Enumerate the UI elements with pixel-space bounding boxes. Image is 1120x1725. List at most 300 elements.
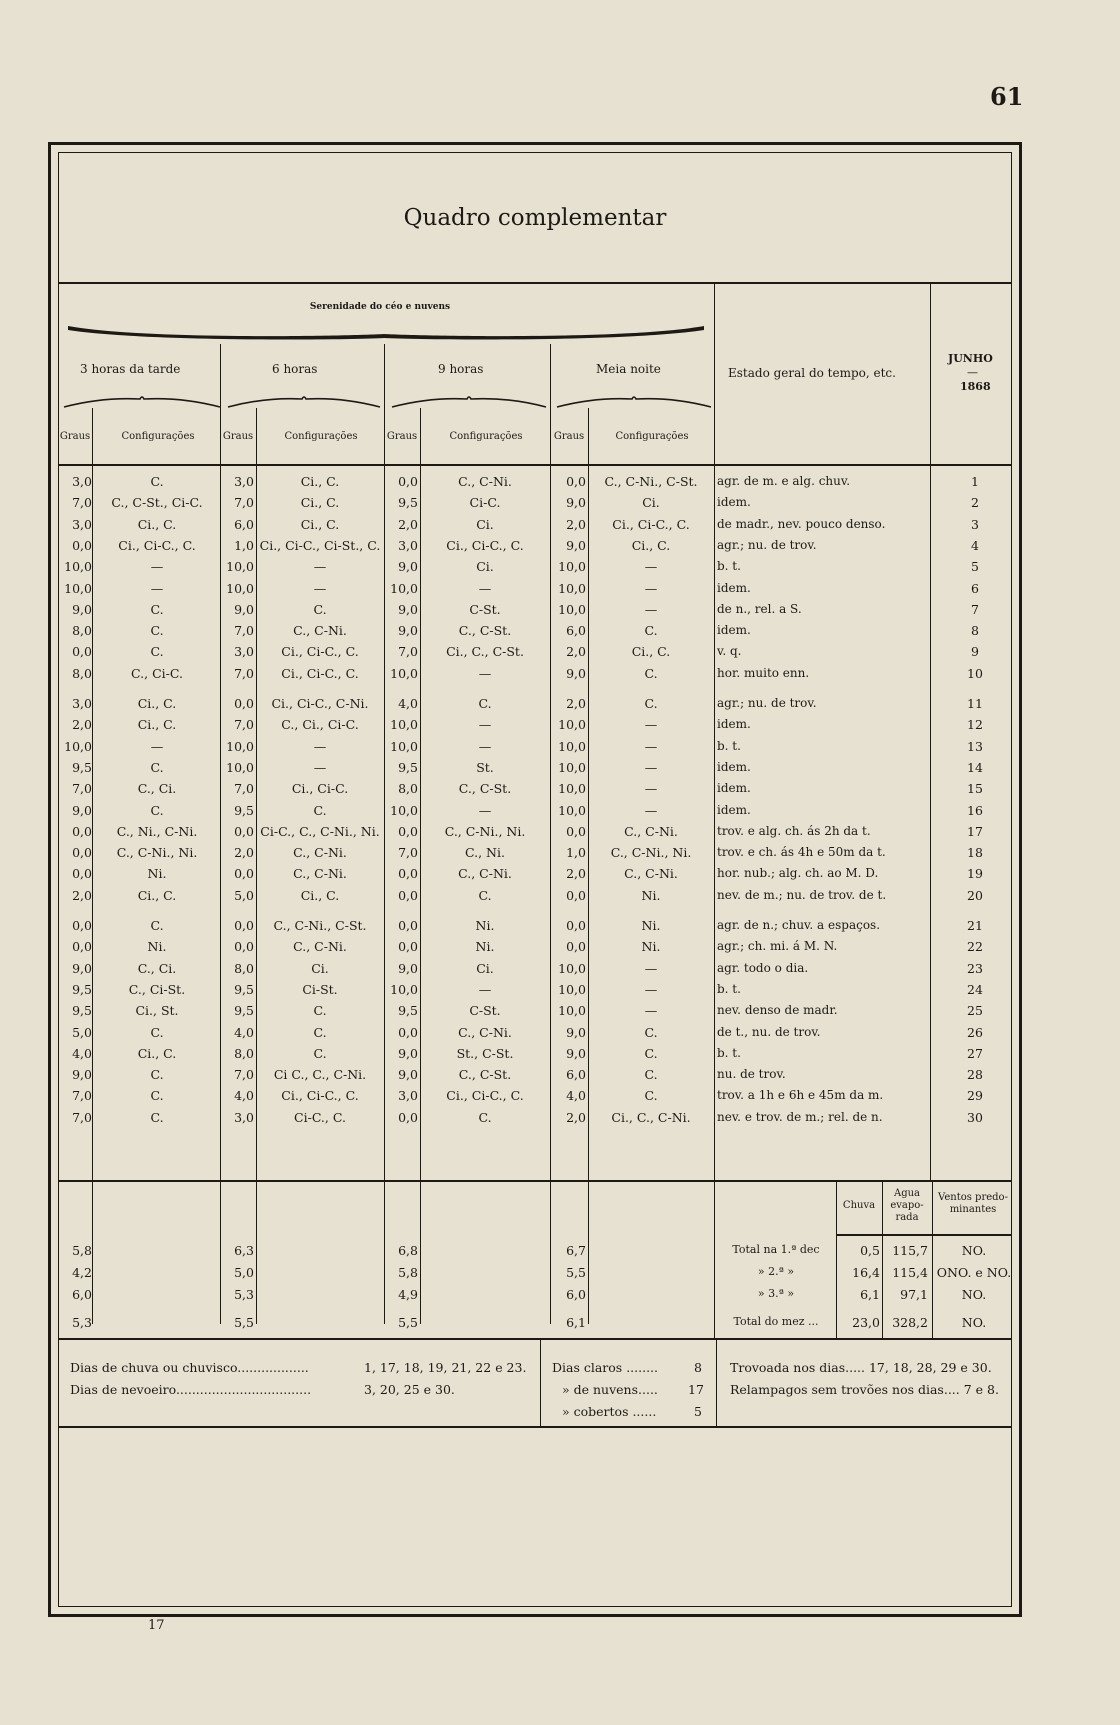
table-row: [0, 644, 1120, 665]
day-number: 26: [967, 1024, 983, 1040]
graus-3h: 9,0: [72, 601, 92, 617]
conf-3h: C.: [150, 1067, 164, 1083]
graus-6h: 3,0: [234, 474, 254, 489]
table-row: [0, 1110, 1120, 1131]
day-number: 21: [967, 918, 983, 933]
day-number: 3: [971, 516, 979, 532]
table-row: [0, 1088, 1120, 1109]
graus-6h: 3,0: [234, 1109, 254, 1125]
conf-6h: —: [313, 759, 327, 775]
graus-3h: 3,0: [72, 474, 92, 489]
estado-geral: hor. muito enn.: [717, 665, 810, 680]
graus-3h: 7,0: [72, 1109, 92, 1125]
graus-3h: 2,0: [72, 887, 92, 903]
conf-3h: Ni.: [147, 866, 167, 882]
conf-mn: Ni.: [641, 939, 661, 955]
conf-9h: C., C-Ni.: [458, 866, 512, 882]
conf-mn: C., C-Ni.: [624, 823, 678, 839]
graus-mn: 10,0: [558, 559, 586, 575]
footer-nevoeiro-label: Dias de nevoeiro..................................: [70, 1382, 312, 1397]
conf-9h: Ni.: [475, 939, 495, 955]
total-chuva: 6,1: [860, 1287, 880, 1302]
estado-geral: hor. nub.; alg. ch. ao M. D.: [717, 866, 879, 881]
conf-6h: C.: [313, 1024, 327, 1040]
table-row: [0, 781, 1120, 802]
day-number: 22: [967, 939, 983, 955]
graus-6h: 5,0: [234, 887, 254, 903]
table-title: Quadro complementar: [403, 205, 667, 231]
conf-6h: C., Ci., Ci-C.: [281, 717, 359, 733]
graus-mn: 2,0: [566, 696, 586, 711]
graus-mn: 0,0: [566, 939, 586, 955]
conf-3h: Ni.: [147, 939, 167, 955]
graus-mn: 6,0: [566, 1067, 586, 1083]
conf-6h: Ci., Ci-C., C.: [281, 665, 359, 681]
agua-header: Agua evapo- rada: [890, 1188, 924, 1223]
graus-3h: 7,0: [72, 1088, 92, 1104]
conf-header: Configurações: [121, 431, 195, 442]
graus-3h: 9,0: [72, 1067, 92, 1083]
conf-3h: —: [150, 580, 164, 596]
chuva-header: Chuva: [842, 1200, 876, 1211]
mean-value: 5,8: [72, 1243, 92, 1258]
conf-3h: —: [150, 738, 164, 754]
conf-mn: Ci., C., C-Ni.: [611, 1109, 691, 1125]
conf-9h: C., C-St.: [458, 623, 512, 639]
table-row: [0, 803, 1120, 824]
subheader-rule: [58, 464, 1012, 466]
conf-mn: —: [644, 601, 658, 617]
table-row: [0, 538, 1120, 559]
table-row: [0, 739, 1120, 760]
period-brace: [226, 395, 382, 409]
conf-mn: —: [644, 759, 658, 775]
graus-3h: 0,0: [72, 918, 92, 933]
conf-3h: C.: [150, 1024, 164, 1040]
graus-mn: 9,0: [566, 537, 586, 553]
conf-6h: C., C-Ni., C-St.: [273, 918, 367, 933]
graus-9h: 9,5: [398, 1003, 418, 1019]
graus-6h: 7,0: [234, 665, 254, 681]
table-row: [0, 824, 1120, 845]
table-row: [0, 1046, 1120, 1067]
graus-mn: 10,0: [558, 738, 586, 754]
conf-9h: C., C-Ni., Ni.: [444, 823, 526, 839]
graus-mn: 0,0: [566, 823, 586, 839]
graus-mn: 10,0: [558, 1003, 586, 1019]
summary-rule: [836, 1234, 1012, 1236]
conf-9h: Ci., Ci-C., C.: [446, 537, 524, 553]
graus-6h: 9,5: [234, 981, 254, 997]
graus-3h: 10,0: [64, 580, 92, 596]
mean-value: 5,3: [72, 1315, 92, 1330]
graus-9h: 9,0: [398, 1045, 418, 1061]
conf-9h: Ci.: [476, 960, 494, 976]
conf-mn: C., C-Ni., Ni.: [610, 845, 692, 861]
conf-mn: C.: [644, 1088, 658, 1104]
graus-6h: 9,5: [234, 802, 254, 818]
graus-6h: 7,0: [234, 1067, 254, 1083]
conf-6h: Ci., Ci-C., C.: [281, 1088, 359, 1104]
graus-6h: 10,0: [226, 759, 254, 775]
day-number: 11: [967, 696, 983, 711]
graus-6h: 4,0: [234, 1024, 254, 1040]
graus-3h: 9,5: [72, 1003, 92, 1019]
graus-3h: 9,0: [72, 960, 92, 976]
graus-6h: 10,0: [226, 559, 254, 575]
day-number: 18: [967, 845, 983, 861]
conf-3h: C., C-St., Ci-C.: [111, 495, 203, 511]
mean-value: 5,8: [398, 1265, 418, 1280]
graus-mn: 0,0: [566, 918, 586, 933]
total-ventos: NO.: [961, 1287, 987, 1302]
graus-mn: 9,0: [566, 495, 586, 511]
day-number: 15: [967, 781, 983, 797]
conf-mn: Ni.: [641, 918, 661, 933]
estado-geral: v. q.: [717, 644, 742, 659]
day-number: 29: [967, 1088, 983, 1104]
estado-geral: de n., rel. a S.: [717, 601, 802, 616]
table-row: [0, 866, 1120, 887]
mean-value: 5,0: [234, 1265, 254, 1280]
graus-mn: 9,0: [566, 1045, 586, 1061]
graus-3h: 0,0: [72, 644, 92, 660]
day-number: 20: [967, 887, 983, 903]
conf-mn: Ni.: [641, 887, 661, 903]
graus-3h: 5,0: [72, 1024, 92, 1040]
table-row: [0, 760, 1120, 781]
conf-6h: —: [313, 738, 327, 754]
day-number: 24: [967, 981, 983, 997]
estado-geral: agr. todo o dia.: [717, 960, 809, 975]
period-label: 9 horas: [438, 362, 484, 376]
mean-value: 6,0: [72, 1287, 92, 1302]
graus-mn: 10,0: [558, 802, 586, 818]
conf-9h: C., C-St.: [458, 781, 512, 797]
conf-3h: —: [150, 559, 164, 575]
conf-3h: C., Ci.: [137, 960, 177, 976]
total-agua: 115,4: [892, 1265, 928, 1280]
graus-mn: 10,0: [558, 781, 586, 797]
conf-mn: —: [644, 738, 658, 754]
conf-mn: C.: [644, 665, 658, 681]
mean-value: 5,5: [566, 1265, 586, 1280]
conf-9h: Ci., C., C-St.: [446, 644, 524, 660]
group-caption: Serenidade do céo e nuvens: [309, 302, 451, 312]
graus-3h: 0,0: [72, 845, 92, 861]
graus-3h: 0,0: [72, 537, 92, 553]
summary-rule: [58, 1180, 1012, 1182]
graus-3h: 7,0: [72, 781, 92, 797]
day-number: 1: [971, 474, 979, 489]
graus-9h: 0,0: [398, 474, 418, 489]
day-number: 30: [967, 1109, 983, 1125]
graus-mn: 0,0: [566, 887, 586, 903]
graus-mn: 2,0: [566, 866, 586, 882]
conf-mn: —: [644, 960, 658, 976]
graus-9h: 9,0: [398, 559, 418, 575]
conf-6h: —: [313, 580, 327, 596]
graus-9h: 9,0: [398, 1067, 418, 1083]
conf-9h: —: [478, 981, 492, 997]
footer-cobertos: » cobertos ......: [562, 1404, 657, 1419]
conf-mn: —: [644, 559, 658, 575]
graus-mn: 4,0: [566, 1088, 586, 1104]
estado-geral: idem.: [717, 580, 751, 595]
graus-9h: 2,0: [398, 516, 418, 532]
total-chuva: 0,5: [860, 1243, 880, 1258]
conf-9h: —: [478, 802, 492, 818]
estado-geral: nev. de m.; nu. de trov. de t.: [717, 887, 887, 902]
graus-3h: 3,0: [72, 516, 92, 532]
conf-header: Configurações: [449, 431, 523, 442]
conf-9h: C., C-Ni.: [458, 474, 512, 489]
conf-mn: C., C-Ni., C-St.: [604, 474, 698, 489]
conf-6h: Ci., Ci-C., C-Ni.: [271, 696, 369, 711]
footer-cobertos-n: 5: [694, 1404, 702, 1419]
conf-6h: Ci., Ci-C., Ci-St., C.: [259, 537, 381, 553]
graus-6h: 0,0: [234, 866, 254, 882]
conf-6h: Ci.: [311, 960, 329, 976]
day-number: 12: [967, 717, 983, 733]
graus-9h: 0,0: [398, 939, 418, 955]
conf-3h: C., Ci-C.: [131, 665, 183, 681]
graus-6h: 3,0: [234, 644, 254, 660]
estado-geral: b. t.: [717, 559, 741, 574]
estado-geral: de madr., nev. pouco denso.: [717, 516, 886, 531]
graus-9h: 10,0: [390, 717, 418, 733]
conf-6h: Ci-St.: [302, 981, 338, 997]
graus-6h: 7,0: [234, 717, 254, 733]
mean-value: 4,9: [398, 1287, 418, 1302]
footer-number: 17: [148, 1618, 165, 1633]
estado-geral: trov. e ch. ás 4h e 50m da t.: [717, 845, 886, 860]
total-label: Total do mez ...: [733, 1315, 819, 1328]
conf-mn: C.: [644, 1067, 658, 1083]
graus-9h: 10,0: [390, 802, 418, 818]
day-number: 9: [971, 644, 979, 660]
conf-6h: C.: [313, 802, 327, 818]
conf-3h: C.: [150, 623, 164, 639]
graus-6h: 7,0: [234, 623, 254, 639]
conf-3h: Ci., C.: [137, 516, 177, 532]
conf-9h: C., C-St.: [458, 1067, 512, 1083]
conf-9h: C.: [478, 696, 492, 711]
estado-geral: idem.: [717, 781, 751, 796]
graus-9h: 8,0: [398, 781, 418, 797]
mean-value: 6,8: [398, 1243, 418, 1258]
conf-3h: C.: [150, 1109, 164, 1125]
graus-9h: 0,0: [398, 823, 418, 839]
graus-9h: 9,0: [398, 960, 418, 976]
mean-value: 6,1: [566, 1315, 586, 1330]
graus-mn: 10,0: [558, 601, 586, 617]
conf-9h: C., Ni.: [465, 845, 505, 861]
summary-rule: [932, 1182, 933, 1340]
table-row: [0, 474, 1120, 495]
day-number: 17: [967, 823, 983, 839]
estado-geral: b. t.: [717, 1045, 741, 1060]
conf-mn: C., C-Ni.: [624, 866, 678, 882]
day-number: 27: [967, 1045, 983, 1061]
conf-3h: C.: [150, 759, 164, 775]
conf-9h: —: [478, 717, 492, 733]
graus-3h: 9,5: [72, 759, 92, 775]
conf-9h: Ci., Ci-C., C.: [446, 1088, 524, 1104]
conf-3h: C.: [150, 802, 164, 818]
table-row: [0, 1025, 1120, 1046]
conf-3h: C.: [150, 601, 164, 617]
graus-mn: 6,0: [566, 623, 586, 639]
estado-geral: b. t.: [717, 981, 741, 996]
table-row: [0, 602, 1120, 623]
graus-mn: 10,0: [558, 960, 586, 976]
page-number: 61: [990, 82, 1024, 111]
period-label: 3 horas da tarde: [80, 362, 181, 376]
conf-mn: —: [644, 802, 658, 818]
month-dash: —: [967, 366, 978, 379]
graus-6h: 0,0: [234, 696, 254, 711]
conf-mn: Ci., C.: [631, 537, 671, 553]
conf-6h: Ci., C.: [300, 495, 340, 511]
graus-6h: 10,0: [226, 738, 254, 754]
day-number: 4: [971, 537, 979, 553]
graus-mn: 10,0: [558, 981, 586, 997]
conf-6h: C., C-Ni.: [293, 939, 347, 955]
total-label: Total na 1.ª dec: [732, 1243, 820, 1256]
mean-value: 5,5: [398, 1315, 418, 1330]
conf-mn: Ci.: [642, 495, 660, 511]
day-number: 10: [967, 665, 983, 681]
conf-6h: Ci., C.: [300, 516, 340, 532]
graus-header: Graus: [222, 431, 254, 442]
conf-3h: Ci., C.: [137, 1045, 177, 1061]
conf-9h: C-St.: [469, 1003, 501, 1019]
day-number: 25: [967, 1003, 983, 1019]
total-chuva: 23,0: [852, 1315, 880, 1330]
conf-6h: Ci., C.: [300, 474, 340, 489]
footer-nuvens-n: 17: [688, 1382, 704, 1397]
header-top-rule: [58, 282, 1012, 284]
year-header: 1868: [960, 380, 991, 393]
conf-6h: C., C-Ni.: [293, 623, 347, 639]
conf-9h: —: [478, 738, 492, 754]
footer-relampagos: Relampagos sem trovões nos dias.... 7 e 8.: [730, 1382, 999, 1397]
graus-mn: 1,0: [566, 845, 586, 861]
conf-mn: —: [644, 981, 658, 997]
graus-9h: 9,5: [398, 759, 418, 775]
month-header: JUNHO: [948, 352, 993, 365]
conf-6h: Ci., C.: [300, 887, 340, 903]
conf-9h: C.: [478, 887, 492, 903]
estado-geral: de t., nu. de trov.: [717, 1024, 821, 1039]
total-agua: 115,7: [892, 1243, 928, 1258]
graus-9h: 7,0: [398, 644, 418, 660]
estado-geral: trov. e alg. ch. ás 2h da t.: [717, 823, 871, 838]
day-number: 7: [971, 601, 979, 617]
footer-rule: [58, 1426, 1012, 1428]
conf-3h: C., Ci.: [137, 781, 177, 797]
conf-6h: C.: [313, 1003, 327, 1019]
table-row: [0, 717, 1120, 738]
conf-3h: C.: [150, 474, 164, 489]
graus-3h: 4,0: [72, 1045, 92, 1061]
day-number: 16: [967, 802, 983, 818]
table-row: [0, 623, 1120, 644]
graus-3h: 0,0: [72, 939, 92, 955]
conf-9h: —: [478, 580, 492, 596]
graus-3h: 9,0: [72, 802, 92, 818]
table-row: [0, 517, 1120, 538]
estado-geral: agr.; ch. mi. á M. N.: [717, 939, 838, 954]
graus-9h: 10,0: [390, 738, 418, 754]
conf-9h: St.: [476, 759, 494, 775]
estado-geral: idem.: [717, 717, 751, 732]
table-row: [0, 845, 1120, 866]
graus-3h: 10,0: [64, 738, 92, 754]
period-label: Meia noite: [596, 362, 661, 376]
graus-9h: 3,0: [398, 537, 418, 553]
graus-mn: 2,0: [566, 644, 586, 660]
conf-6h: Ci-C., C., C-Ni., Ni.: [260, 823, 380, 839]
day-number: 28: [967, 1067, 983, 1083]
graus-6h: 4,0: [234, 1088, 254, 1104]
day-number: 19: [967, 866, 983, 882]
graus-9h: 0,0: [398, 918, 418, 933]
table-row: [0, 1067, 1120, 1088]
estado-geral: agr. de n.; chuv. a espaços.: [717, 918, 881, 932]
graus-header: Graus: [553, 431, 585, 442]
day-number: 6: [971, 580, 979, 596]
graus-6h: 0,0: [234, 939, 254, 955]
graus-3h: 10,0: [64, 559, 92, 575]
graus-3h: 0,0: [72, 866, 92, 882]
footer-rule: [540, 1340, 541, 1426]
graus-9h: 9,0: [398, 623, 418, 639]
graus-6h: 9,5: [234, 1003, 254, 1019]
table-row: [0, 982, 1120, 1003]
graus-6h: 9,0: [234, 601, 254, 617]
estado-geral: nu. de trov.: [717, 1067, 786, 1082]
graus-9h: 10,0: [390, 580, 418, 596]
graus-3h: 8,0: [72, 665, 92, 681]
graus-3h: 8,0: [72, 623, 92, 639]
conf-6h: Ci., Ci-C.: [291, 781, 349, 797]
total-agua: 97,1: [900, 1287, 928, 1302]
estado-geral: nev. denso de madr.: [717, 1003, 838, 1018]
graus-6h: 1,0: [234, 537, 254, 553]
estado-header: Estado geral do tempo, etc.: [728, 366, 896, 380]
conf-6h: C., C-Ni.: [293, 866, 347, 882]
period-label: 6 horas: [272, 362, 318, 376]
graus-3h: 7,0: [72, 495, 92, 511]
conf-9h: Ci.: [476, 516, 494, 532]
conf-3h: Ci., C.: [137, 717, 177, 733]
conf-3h: Ci., Ci-C., C.: [118, 537, 196, 553]
graus-9h: 0,0: [398, 1024, 418, 1040]
graus-mn: 9,0: [566, 1024, 586, 1040]
table-row: [0, 918, 1120, 939]
total-ventos: ONO. e NO.: [936, 1265, 1012, 1280]
graus-6h: 10,0: [226, 580, 254, 596]
graus-mn: 2,0: [566, 1109, 586, 1125]
conf-mn: Ci., C.: [631, 644, 671, 660]
graus-6h: 7,0: [234, 781, 254, 797]
period-brace: [555, 395, 713, 409]
graus-9h: 7,0: [398, 845, 418, 861]
graus-6h: 2,0: [234, 845, 254, 861]
total-chuva: 16,4: [852, 1265, 880, 1280]
